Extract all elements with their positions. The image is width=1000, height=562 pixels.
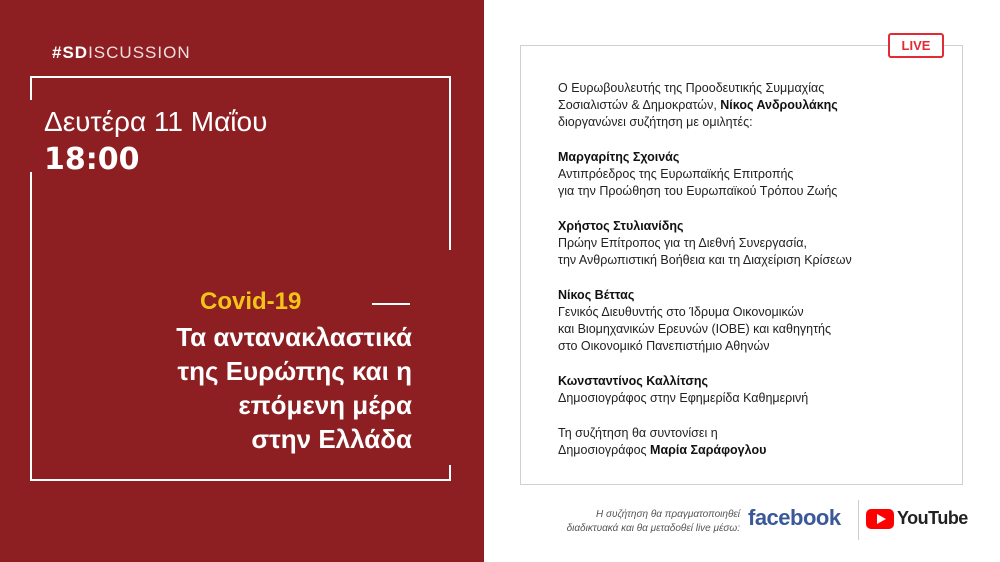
- hashtag-rest: ISCUSSION: [88, 43, 191, 62]
- title-line-2: της Ευρώπης και η: [177, 356, 412, 386]
- hashtag-bold: #SD: [52, 43, 89, 62]
- event-time: 18:00: [44, 142, 140, 177]
- speaker-3: [558, 287, 938, 355]
- speaker-role-line: για την Προώθηση του Ευρωπαϊκού Τρόπου Ζωής: [558, 184, 838, 198]
- speaker-name: Κωνσταντίνος Καλλίτσης: [558, 374, 708, 388]
- left-panel: [0, 0, 484, 562]
- speaker-name: Μαργαρίτης Σχοινάς: [558, 150, 680, 164]
- speaker-4: [558, 373, 938, 407]
- speaker-role-line: Αντιπρόεδρος της Ευρωπαϊκής Επιτροπής: [558, 167, 794, 181]
- speaker-role-line: Γενικός Διευθυντής στο Ίδρυμα Οικονομικών: [558, 305, 804, 319]
- youtube-wordmark: YouTube: [897, 508, 968, 528]
- covid-dash: [372, 303, 410, 305]
- speaker-2: [558, 218, 938, 269]
- hashtag: [52, 43, 191, 63]
- moderator-role: Δημοσιογράφος: [558, 443, 651, 457]
- title-line-1: Τα αντανακλαστικά: [176, 322, 412, 352]
- facebook-logo[interactable]: facebook: [748, 505, 841, 530]
- event-title: [32, 320, 412, 456]
- moderator-name: Μαρία Σαράφογλου: [650, 443, 767, 457]
- youtube-play-icon: [866, 509, 894, 529]
- speaker-1: [558, 149, 938, 200]
- organizer-name: Νίκος Ανδρουλάκης: [720, 98, 838, 112]
- frame-mask-right: [420, 250, 470, 465]
- broadcast-note-line-2: διαδικτυακά και θα μεταδοθεί live μέσω:: [566, 523, 740, 534]
- intro-line-2-text: Σοσιαλιστών & Δημοκρατών,: [558, 98, 721, 112]
- broadcast-note-line-1: Η συζήτηση θα πραγματοποιηθεί: [596, 509, 740, 520]
- speaker-name: Νίκος Βέττας: [558, 288, 635, 302]
- speaker-name: Χρήστος Στυλιανίδης: [558, 219, 684, 233]
- broadcast-note: [510, 508, 740, 536]
- title-line-3: επόμενη μέρα: [238, 390, 412, 420]
- event-details: [558, 80, 938, 477]
- speaker-role-line: στο Οικονομικό Πανεπιστήμιο Αθηνών: [558, 339, 770, 353]
- live-badge: LIVE: [888, 33, 944, 58]
- speaker-role-line: την Ανθρωπιστική Βοήθεια και τη Διαχείριση Κρίσεων: [558, 253, 852, 267]
- speaker-role-line: και Βιομηχανικών Ερευνών (ΙΟΒΕ) και καθηγητής: [558, 322, 832, 336]
- covid-label: Covid-19: [200, 288, 302, 315]
- youtube-logo[interactable]: [866, 508, 968, 529]
- intro-line-1: Ο Ευρωβουλευτής της Προοδευτικής Συμμαχίας: [558, 81, 825, 95]
- moderator-line-2: [558, 442, 938, 459]
- speaker-role-line: Πρώην Επίτροπος για τη Διεθνή Συνεργασία,: [558, 236, 807, 250]
- logo-divider: [858, 500, 859, 540]
- speaker-role-line: Δημοσιογράφος στην Εφημερίδα Καθημερινή: [558, 391, 809, 405]
- intro-paragraph: [558, 80, 938, 131]
- event-date: Δευτέρα 11 Μαΐου: [44, 106, 268, 137]
- title-line-4: στην Ελλάδα: [251, 424, 412, 454]
- intro-line-3: διοργανώνει συζήτηση με ομιλητές:: [558, 115, 753, 129]
- intro-line-2: [558, 97, 938, 114]
- moderator-paragraph: [558, 425, 938, 459]
- moderator-line-1: Τη συζήτηση θα συντονίσει η: [558, 426, 718, 440]
